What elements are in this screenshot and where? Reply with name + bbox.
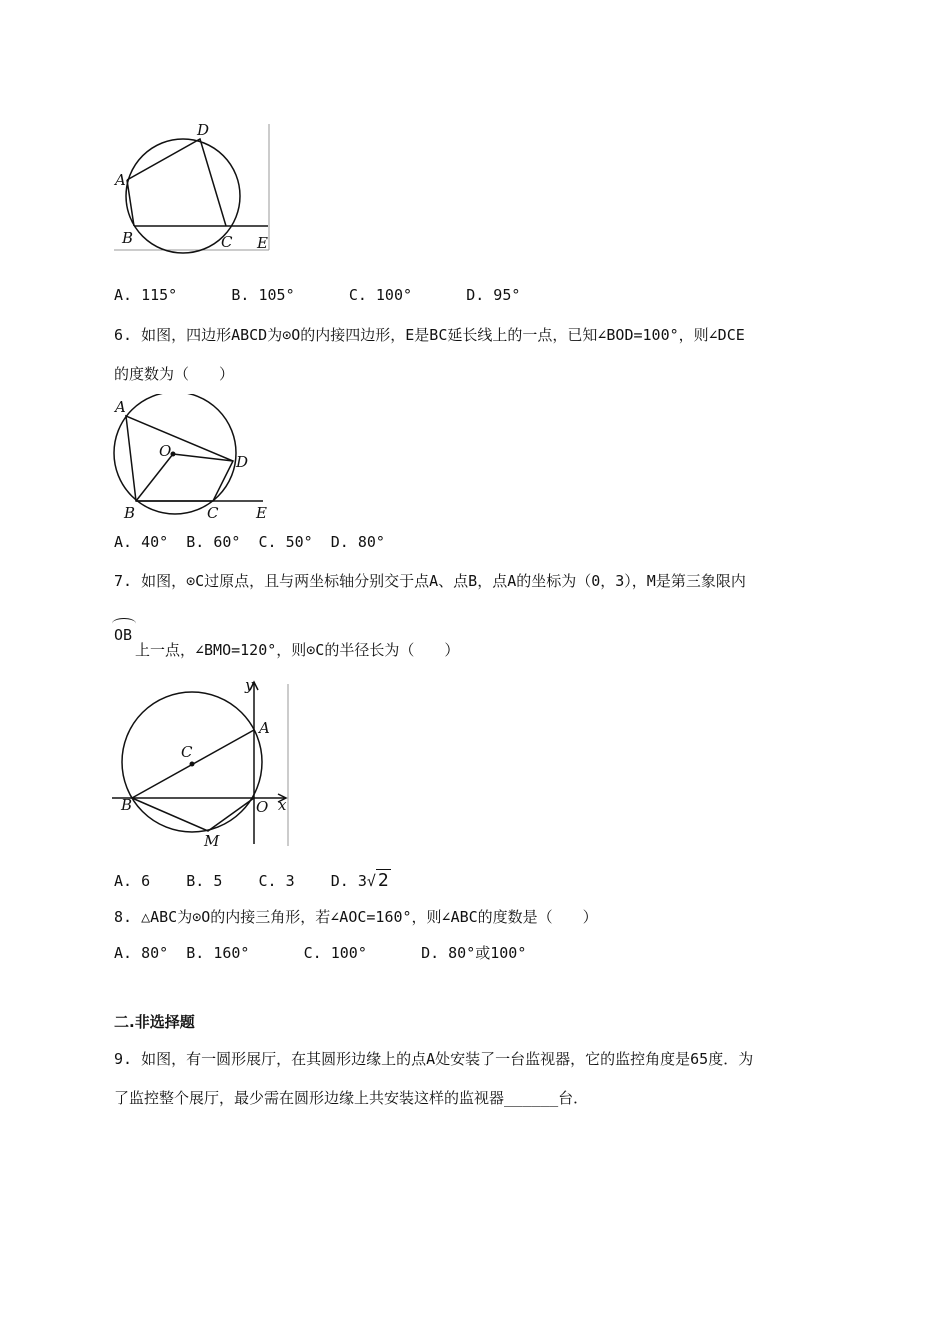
option-a[interactable]: A. 115° [114,286,178,304]
option-b[interactable]: B. 5 [186,872,223,890]
arc-label: OB [114,626,133,644]
option-d[interactable]: D. 80°或100° [421,944,527,962]
option-a[interactable]: A. 40° [114,533,169,551]
label-y: y [245,676,254,694]
option-d[interactable]: D. 80° [330,533,385,551]
label-o: O [159,442,172,460]
option-d[interactable]: D. 95° [466,286,521,304]
label-o: O [256,798,269,816]
option-a[interactable]: A. 6 [114,872,151,890]
q8-stem: 8. △ABC为⊙O的内接三角形，若∠AOC=160°，则∠ABC的度数是（ ） [114,908,598,926]
label-b: B [124,504,136,522]
label-e: E [257,234,268,252]
center-point [190,762,195,767]
q6-figure [108,394,278,524]
option-d[interactable]: D. 3 [330,872,367,890]
q9-stem-line1: 9. 如图，有一圆形展厅，在其圆形边缘上的点A处安装了一台监视器，它的监控角度是65度．为 [114,1050,754,1068]
label-e: E [256,504,267,522]
segment-ob [136,454,173,501]
label-c: C [181,743,193,761]
arc-cap [112,618,136,629]
q6-options [114,533,385,551]
option-c[interactable]: C. 100° [303,944,367,962]
label-c: C [221,233,233,251]
q5-figure [108,118,278,258]
quad-edges [127,139,226,226]
radicand: 2 [377,870,389,891]
label-b: B [122,229,134,247]
label-a: A [115,171,126,189]
segments-bmo [132,798,254,831]
label-b: B [121,796,133,814]
label-x: x [278,796,287,814]
q9-stem-line2: 了监控整个展厅，最少需在圆形边缘上共安装这样的监视器______台． [114,1089,589,1107]
option-c[interactable]: C. 50° [258,533,313,551]
option-c[interactable]: C. 3 [258,872,295,890]
q7-options [114,870,391,891]
label-d: D [236,453,249,471]
q8-options [114,942,526,963]
label-c: C [207,504,219,522]
q6-stem-line1: 6. 如图，四边形ABCD为⊙O的内接四边形，E是BC延长线上的一点，已知∠BOD=100°，则∠DCE [114,326,745,344]
q7-stem-line1: 7. 如图，⊙C过原点，且与两坐标轴分别交于点A、点B，点A的坐标为（0，3），M是第三象限内 [114,572,746,590]
arc-ob-notation [114,626,132,644]
q5-options [114,286,520,304]
label-a: A [115,398,126,416]
sqrt-symbol [367,870,391,891]
option-b[interactable]: B. 60° [186,533,241,551]
label-d: D [197,121,210,139]
option-c[interactable]: C. 100° [348,286,413,304]
option-a[interactable]: A. 80° [114,944,169,962]
option-b[interactable]: B. 160° [186,944,250,962]
option-b[interactable]: B. 105° [231,286,295,304]
q6-stem-line2: 的度数为（ ） [114,365,235,383]
q7-stem-line2: 上一点，∠BMO=120°，则⊙C的半径长为（ ） [135,641,460,659]
label-m: M [204,832,220,850]
radical-sign: √ [366,872,376,890]
section-heading: 二.非选择题 [114,1013,195,1031]
q7-figure [108,676,298,852]
label-a: A [259,719,270,737]
